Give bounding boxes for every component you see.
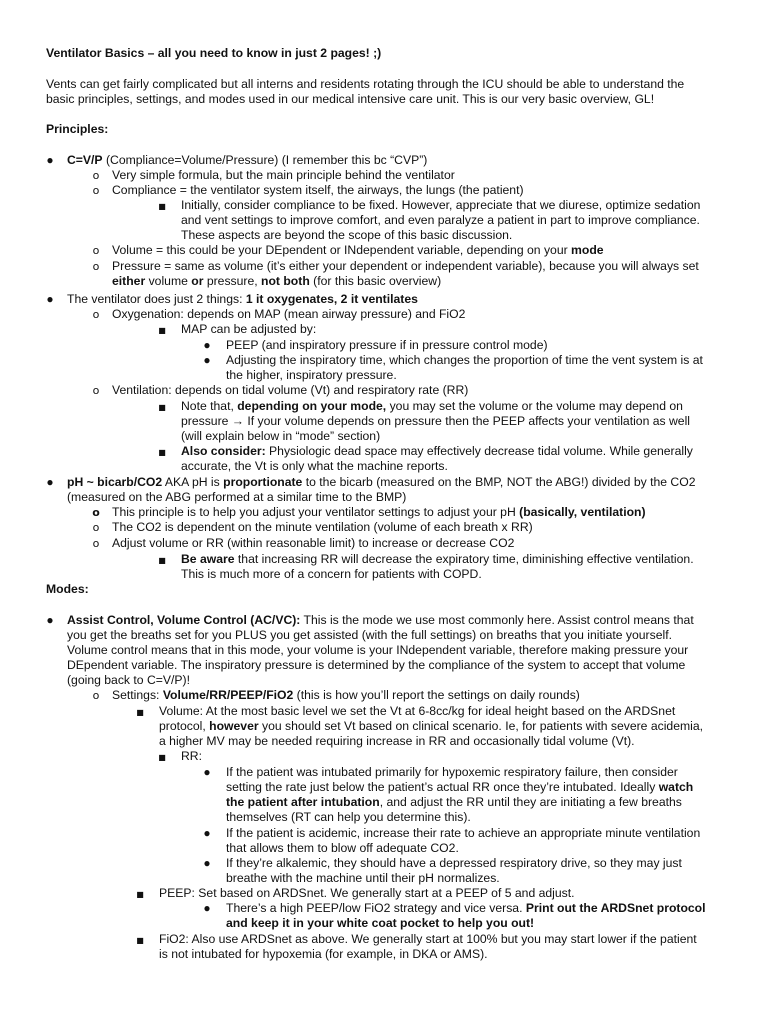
bullet-circle: o: [92, 260, 100, 273]
modes-heading: Modes:: [46, 582, 89, 596]
rr-acidemic-line-1: If the patient is acidemic, increase their rate to achieve an appropriate minute ventilation: [226, 826, 701, 840]
principle-oxygenation: Oxygenation: depends on MAP (mean airway pressure) and FiO2: [112, 307, 466, 321]
mode-acvc-line-4: DEpendent variable. The inspiratory pressure is determined by the compliance of the system to accept that volume: [67, 658, 686, 672]
principles-heading: Principles:: [46, 122, 109, 136]
be-aware-line-2: This is much more of a concern for patients with COPD.: [181, 567, 482, 581]
peep-strategy-line-2: and keep it in your white coat pocket to help you out!: [226, 916, 535, 930]
bullet-square: ■: [158, 202, 166, 211]
principle-ventilation: Ventilation: depends on tidal volume (Vt) and respiratory rate (RR): [112, 383, 469, 397]
bullet-disc: ●: [203, 338, 211, 352]
rr-hypoxemic-line-1: If the patient was intubated primarily for hypoxemic respiratory failure, then consider: [226, 765, 678, 779]
bullet-circle: o: [92, 184, 100, 197]
bullet-square: ■: [158, 403, 166, 412]
intro-line-1: Vents can get fairly complicated but all interns and residents rotating through the ICU should be able to understand the: [46, 77, 685, 91]
document-title: Ventilator Basics – all you need to know in just 2 pages! ;): [46, 46, 382, 60]
ventilation-note-line-2: pressure → If your volume depends on pressure then the PEEP affects your ventilation as well: [181, 414, 690, 428]
bullet-circle: o: [92, 506, 100, 519]
principle-pressure-line-1: Pressure = same as volume (it’s either your dependent or independent variable), because you will always set: [112, 259, 699, 273]
bullet-circle: o: [92, 689, 100, 702]
mode-acvc-line-5: (going back to C=V/P)!: [67, 673, 190, 687]
rr-hypoxemic-line-4: themselves (RT can help you determine this).: [226, 810, 471, 824]
bullet-disc: ●: [46, 475, 54, 489]
fio2-setting-line-1: FiO2: Also use ARDSnet as above. We generally start at 100% but you may start lower if the patient: [159, 932, 697, 946]
bullet-disc: ●: [46, 153, 54, 167]
bullet-circle: o: [92, 244, 100, 257]
bullet-square: ■: [136, 890, 144, 899]
ph-adjust-volume-rr: Adjust volume or RR (within reasonable limit) to increase or decrease CO2: [112, 536, 515, 550]
bullet-circle: o: [92, 384, 100, 397]
be-aware-line-1: Be aware that increasing RR will decrease the expiratory time, diminishing effective ventilation.: [181, 552, 694, 566]
mode-acvc-line-1: Assist Control, Volume Control (AC/VC): This is the mode we use most commonly here. Assist control means that: [67, 613, 694, 627]
bullet-square: ■: [158, 753, 166, 762]
compliance-note-line-2: and vent settings to improve comfort, and even paralyze a patient in part to improve compliance.: [181, 213, 700, 227]
principle-ph-line-2: (measured on the ABG performed at a similar time to the BMP): [67, 490, 407, 504]
intro-line-2: basic principles, settings, and modes used in our medical intensive care unit. This is our very basic overview, GL!: [46, 92, 655, 106]
bullet-disc: ●: [203, 901, 211, 915]
fio2-setting-line-2: is not intubated for hypoxemia (for example, in DKA or AMS).: [159, 947, 488, 961]
rr-alkalemic-line-2: breathe with the machine until their pH normalizes.: [226, 871, 500, 885]
rr-setting: RR:: [181, 749, 202, 763]
ventilation-note-line-3: (will explain below in “mode” section): [181, 429, 381, 443]
mode-acvc-line-2: you get the breaths set for you PLUS you get assisted (with the full settings) on breaths that you initiate yourself.: [67, 628, 672, 642]
dead-space-line-2: accurate, the Vt is only what the machine reports.: [181, 459, 448, 473]
principle-two-things: The ventilator does just 2 things: 1 it oxygenates, 2 it ventilates: [67, 292, 418, 306]
bullet-disc: ●: [46, 292, 54, 306]
principle-cvp: C=V/P (Compliance=Volume/Pressure) (I remember this bc “CVP”): [67, 153, 428, 167]
bullet-disc: ●: [203, 856, 211, 870]
bullet-disc: ●: [46, 613, 54, 627]
rr-acidemic-line-2: that allows them to blow off adequate CO2.: [226, 841, 459, 855]
principle-ph-line-1: pH ~ bicarb/CO2 AKA pH is proportionate to the bicarb (measured on the BMP, NOT the ABG!) divided by the CO2: [67, 475, 696, 489]
bullet-disc: ●: [203, 353, 211, 367]
bullet-square: ■: [136, 936, 144, 945]
bullet-square: ■: [158, 326, 166, 335]
rr-hypoxemic-line-3: the patient after intubation, and adjust the RR until they are initiating a few breaths: [226, 795, 682, 809]
map-adjust: MAP can be adjusted by:: [181, 322, 317, 336]
bullet-circle: o: [92, 308, 100, 321]
map-inspiratory-line-2: the higher, inspiratory pressure.: [226, 368, 397, 382]
bullet-disc: ●: [203, 765, 211, 779]
ph-co2-minute-ventilation: The CO2 is dependent on the minute ventilation (volume of each breath x RR): [112, 520, 533, 534]
mode-acvc-line-3: Volume control means that in this mode, your volume is your INdependent variable, therefore making pressure your: [67, 643, 689, 657]
dead-space-line-1: Also consider: Physiologic dead space may effectively decrease tidal volume. While generally: [181, 444, 693, 458]
bullet-circle: o: [92, 537, 100, 550]
compliance-note-line-1: Initially, consider compliance to be fixed. However, appreciate that we diurese, optimize sedation: [181, 198, 701, 212]
acvc-settings: Settings: Volume/RR/PEEP/FiO2 (this is how you’ll report the settings on daily rounds): [112, 688, 580, 702]
principle-volume: Volume = this could be your DEpendent or INdependent variable, depending on your mode: [112, 243, 604, 257]
volume-setting-line-3: a higher MV may be needed requiring increase in RR and occasionally tidal volume (Vt).: [159, 734, 635, 748]
peep-strategy-line-1: There’s a high PEEP/low FiO2 strategy and vice versa. Print out the ARDSnet protocol: [226, 901, 706, 915]
principle-compliance: Compliance = the ventilator system itself, the airways, the lungs (the patient): [112, 183, 524, 197]
volume-setting-line-2: protocol, however you should set Vt based on clinical scenario. Ie, for patients with severe acidemia,: [159, 719, 703, 733]
ventilation-note-line-1: Note that, depending on your mode, you may set the volume or the volume may depend on: [181, 399, 683, 413]
bullet-circle: o: [92, 169, 100, 182]
volume-setting-line-1: Volume: At the most basic level we set the Vt at 6-8cc/kg for ideal height based on the ARDSnet: [159, 704, 676, 718]
compliance-note-line-3: These aspects are beyond the scope of this basic discussion.: [181, 228, 513, 242]
principle-cvp-formula: Very simple formula, but the main principle behind the ventilator: [112, 168, 455, 182]
map-inspiratory-line-1: Adjusting the inspiratory time, which changes the proportion of time the vent system is at: [226, 353, 703, 367]
rr-alkalemic-line-1: If they’re alkalemic, they should have a depressed respiratory drive, so they may just: [226, 856, 682, 870]
bullet-square: ■: [158, 448, 166, 457]
bullet-circle: o: [92, 521, 100, 534]
rr-hypoxemic-line-2: setting the rate just below the patient’s actual RR once they’re intubated. Ideally watch: [226, 780, 694, 794]
bullet-square: ■: [136, 708, 144, 717]
bullet-disc: ●: [203, 826, 211, 840]
ph-principle-help: This principle is to help you adjust your ventilator settings to adjust your pH (basically, ventilation): [112, 505, 646, 519]
principle-pressure-line-2: either volume or pressure, not both (for this basic overview): [112, 274, 442, 288]
bullet-square: ■: [158, 556, 166, 565]
map-peep: PEEP (and inspiratory pressure if in pressure control mode): [226, 338, 548, 352]
peep-setting: PEEP: Set based on ARDSnet. We generally start at a PEEP of 5 and adjust.: [159, 886, 575, 900]
